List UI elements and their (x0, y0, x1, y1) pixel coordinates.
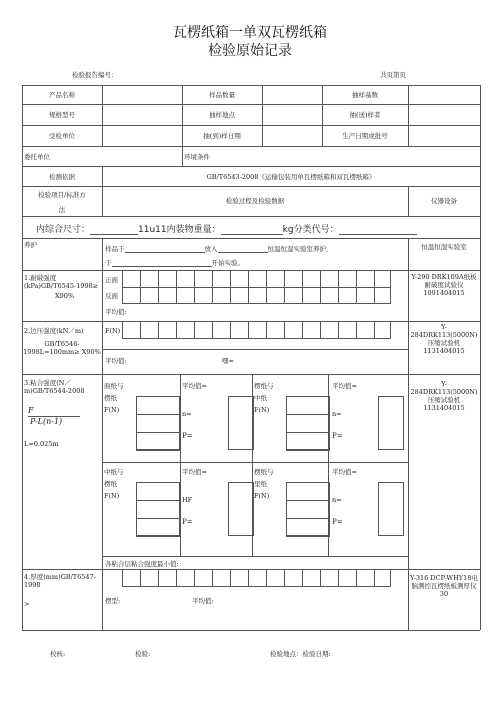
adhesion-mid-corr-fn: F(N) (104, 492, 120, 500)
formula-bottom: P-L(n-1) (30, 417, 63, 426)
conditioning-text-e: 开始实验。 (211, 259, 244, 267)
adhesion-mid-corr-n: HF (182, 496, 193, 504)
thickness-avg-label: 平均值: (192, 597, 214, 605)
spec-model-label: 规格型号 (49, 111, 75, 119)
conditioning-text-d: 于 (105, 259, 112, 267)
corr-type-label: 楞型: (105, 597, 121, 605)
burst-avg-label: 平均值: (105, 308, 127, 316)
adhesion-corr-liner-side-box[interactable] (378, 482, 404, 536)
adhesion-corr-mid-line (286, 450, 330, 451)
adhesion-mid-rule (102, 462, 408, 463)
adhesion-corr-liner-n: n= (332, 496, 342, 504)
conditioning-equipment: 恒温恒湿实验室 (421, 243, 467, 251)
burst-back-label: 反面 (105, 292, 118, 300)
adhesion-corr-liner-fn: F(N) (254, 492, 270, 500)
adhesion-label: 3.粘合强度(N／m)GB/T6544-2008 (24, 379, 85, 396)
class-code-label: 分类代号： (293, 225, 339, 235)
adhesion-equipment: Y-284DRK113(5000N)压缩试验机 1131404015 (410, 380, 478, 413)
report-number-label: 检验报告编号： (72, 71, 118, 79)
sample-base-label: 抽样基数 (352, 91, 378, 99)
adhesion-mid-corr-side-box[interactable] (228, 482, 254, 536)
content-weight-label: 内装物重量： (166, 225, 221, 235)
adhesion-face-corr-line (136, 450, 180, 451)
adhesion-corr-mid-box[interactable] (286, 396, 330, 450)
adhesion-corr-liner-box[interactable] (286, 482, 330, 536)
adhesion-corr-mid-p: P= (332, 432, 343, 440)
sample-qty-label: 样品数量 (209, 91, 235, 99)
conditioning-line-1 (105, 245, 328, 253)
burst-grid[interactable] (122, 270, 391, 304)
adhesion-face-corr-avg: 平均值= (182, 382, 207, 390)
adhesion-corr-liner-avg: 平均值= (332, 468, 357, 476)
adhesion-mid-corr-label-1: 中纸与 (104, 468, 124, 476)
adhesion-face-corr-label-2: 楞纸 (104, 394, 117, 402)
thickness-grid[interactable] (122, 569, 391, 587)
kg-unit: kg (282, 225, 294, 235)
inspected-unit-label: 受检单位 (49, 132, 75, 140)
sample-place-label: 抽样地点 (209, 111, 235, 119)
adhesion-divider-2 (252, 374, 253, 556)
adhesion-face-corr-fn: F(N) (104, 406, 120, 414)
item-label-1: 检验项目/标准方 (38, 191, 86, 199)
production-date-label: 生产日期或批号 (342, 132, 388, 140)
edge-avg-label: 平均值: (105, 357, 127, 365)
process-label: 检验过程及检验数据 (225, 197, 285, 205)
burst-label: 1.耐破强度(kPa)GB/T6545-1998≥ (24, 274, 99, 291)
adhesion-face-corr-label-1: 面纸与 (104, 382, 124, 390)
adhesion-corr-mid-label-1: 楞纸与 (254, 382, 274, 390)
adhesion-mid-corr-line (136, 536, 180, 537)
adhesion-face-corr-p: P= (182, 432, 193, 440)
edge-grid[interactable] (122, 321, 391, 339)
adhesion-corr-mid-avg: 平均值= (332, 382, 357, 390)
adhesion-corr-liner-label-1: 楞纸与 (254, 468, 274, 476)
adhesion-divider (180, 374, 181, 556)
conditioning-line-2 (105, 259, 244, 267)
adhesion-face-corr-side-box[interactable] (228, 396, 254, 450)
adhesion-corr-liner-line (286, 536, 330, 537)
edge-label: 2.边压强度(kN／m) (24, 327, 84, 335)
adhesion-face-corr-box[interactable] (136, 396, 180, 450)
basis-label: 检测依据 (49, 173, 75, 181)
adhesion-min-label: 各粘合层粘合强度最小值: (105, 560, 179, 568)
thickness-label: 4.厚度(mm)GB/T6547-1998 (24, 573, 96, 590)
equipment-label: 仪器设备 (431, 197, 457, 205)
conditioning-label: 养护 (24, 241, 37, 249)
adhesion-corr-mid-fn: F(N) (254, 406, 270, 414)
footer-place-date: 检验地点：检验日期: (270, 650, 331, 658)
adhesion-mid-corr-avg: 平均值= (182, 468, 207, 476)
conditioning-text-c: 恒温恒湿实验室养护, (267, 245, 329, 253)
l-value: L=0.025m (24, 440, 59, 448)
adhesion-mid-corr-label-2: 楞纸 (104, 480, 117, 488)
size-line (36, 222, 417, 235)
conditioning-text-a: 样品于 (105, 245, 125, 253)
conditioning-text-b: 放入 (204, 245, 218, 253)
edge-equipment: Y-284DRK113(5000N)压缩试验机 1131404015 (410, 323, 478, 356)
page-title: 瓦楞纸箱一单双瓦楞纸箱 (173, 25, 327, 41)
edge-label-2: GB/T6546-1998L=100mm≥ X90% (23, 340, 101, 357)
conditioning-start-blank[interactable] (125, 245, 205, 253)
content-weight-blank[interactable] (221, 227, 283, 235)
burst-equipment: Y-290 DRK109A纸板耐破度试验仪 1091404015 (411, 273, 477, 298)
thickness-label-2: > (24, 600, 30, 608)
conditioning-time-blank[interactable] (112, 259, 212, 267)
inner-size-label: 内综合尺寸： (36, 225, 91, 235)
adhesion-corr-mid-n: n= (332, 410, 342, 418)
entrust-unit-label: 委托单位 (24, 153, 50, 161)
sample-date-label: 抽(到)样日期 (203, 132, 241, 140)
footer-check: 校核: (50, 650, 66, 658)
thickness-equipment: Y-316 DCP-WHY18电脑测控瓦楞纸板测厚仪 30 (410, 574, 478, 599)
adhesion-corr-liner-p: P= (332, 518, 343, 526)
edge-mark: 嘿= (222, 357, 234, 365)
env-condition-label: 环境条件 (184, 153, 210, 161)
burst-label-2: X90% (55, 292, 75, 300)
adhesion-corr-liner-label-2: 里纸 (254, 480, 267, 488)
conditioning-into-blank[interactable] (218, 245, 268, 253)
adhesion-face-corr-n: n= (182, 410, 192, 418)
footer-inspect: 检验: (135, 650, 151, 658)
burst-front-label: 正面 (105, 276, 118, 284)
page-subtitle: 检验原始记录 (208, 43, 292, 59)
adhesion-mid-corr-p: P= (182, 518, 193, 526)
formula-top: F (28, 406, 34, 415)
sampler-label: 抽(送)样者 (349, 111, 381, 119)
adhesion-corr-mid-side-box[interactable] (378, 396, 404, 450)
adhesion-mid-corr-box[interactable] (136, 482, 180, 536)
inner-size-blank[interactable] (90, 227, 138, 235)
adhesion-corr-mid-label-2: 中纸 (254, 394, 267, 402)
adhesion-divider-3 (328, 374, 329, 556)
item-label-2: 法 (58, 206, 66, 214)
basis-value: GB/T6543-2008《运输包装用单瓦楞纸箱和双瓦楞纸箱》 (206, 173, 376, 181)
class-code-blank[interactable] (339, 227, 417, 235)
inner-size-value: 11u11 (138, 225, 167, 235)
product-name-label: 产品名称 (49, 91, 75, 99)
edge-fn-label: F(N) (105, 327, 121, 335)
page-count-label: 共页第页 (380, 71, 406, 79)
